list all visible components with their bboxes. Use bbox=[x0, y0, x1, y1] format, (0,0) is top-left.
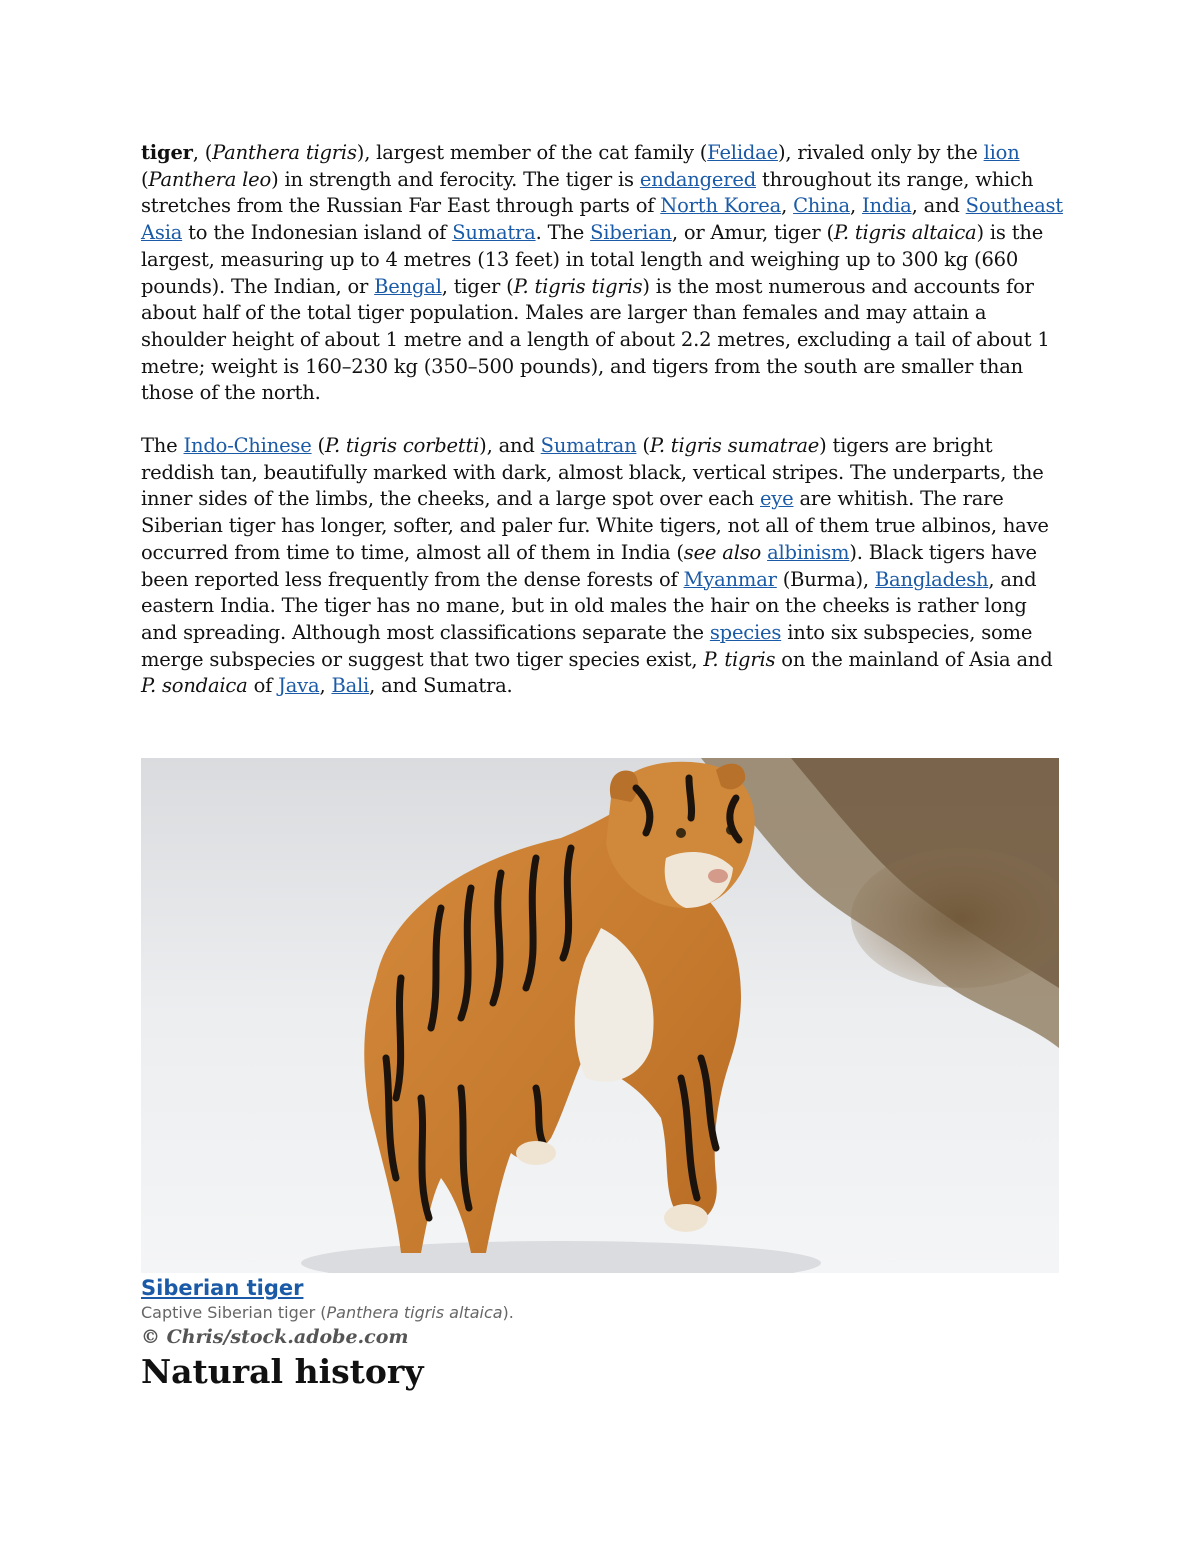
link-indo-chinese[interactable]: Indo-Chinese bbox=[183, 434, 312, 458]
link-bali[interactable]: Bali bbox=[331, 674, 370, 698]
text: ( bbox=[636, 434, 650, 458]
link-myanmar[interactable]: Myanmar bbox=[683, 567, 777, 591]
text: ). Black tigers have been reported less frequently from the dense forests of bbox=[141, 540, 1037, 591]
tiger-illustration bbox=[141, 758, 1059, 1273]
sci-name: Panthera tigris bbox=[212, 141, 357, 164]
text: ( bbox=[141, 167, 149, 191]
text: ). bbox=[502, 1303, 514, 1322]
sci-name: P. tigris sumatrae bbox=[649, 434, 820, 458]
text: into six subspecies, some merge subspecies or suggest that two tiger species exist, bbox=[141, 620, 1033, 671]
tiger-photo[interactable] bbox=[141, 758, 1059, 1273]
text: , or Amur, tiger ( bbox=[671, 221, 834, 245]
paragraph-intro bbox=[141, 140, 1066, 407]
sci-name: P. tigris bbox=[703, 647, 776, 671]
text: , and bbox=[911, 194, 966, 218]
text: , ( bbox=[192, 141, 213, 164]
text: ( bbox=[311, 434, 325, 458]
link-india[interactable]: India bbox=[861, 194, 912, 218]
text: Captive Siberian tiger ( bbox=[141, 1303, 327, 1322]
link-sumatran[interactable]: Sumatran bbox=[540, 434, 637, 458]
sci-name: P. tigris tigris bbox=[513, 274, 643, 298]
link-lion[interactable]: lion bbox=[983, 141, 1020, 164]
link-species[interactable]: species bbox=[709, 620, 782, 644]
link-southeast-asia[interactable]: Southeast Asia bbox=[141, 194, 1063, 245]
link-sumatra[interactable]: Sumatra bbox=[452, 221, 536, 245]
text: (Burma), bbox=[776, 567, 875, 591]
text: ) in strength and ferocity. The tiger is bbox=[271, 167, 640, 191]
link-china[interactable]: China bbox=[793, 194, 850, 218]
text: ) tigers are bright reddish tan, beautifully marked with dark, almost black, vertical stripes. The underparts, the inner sides of the limbs, the cheeks, and a large spot over each bbox=[141, 434, 1044, 511]
text: , bbox=[849, 194, 862, 218]
link-bangladesh[interactable]: Bangladesh bbox=[874, 567, 989, 591]
link-north-korea[interactable]: North Korea bbox=[660, 194, 782, 218]
sci-name: Panthera leo bbox=[148, 167, 272, 191]
see-also: see also bbox=[683, 540, 762, 564]
sci-name: P. tigris corbetti bbox=[324, 434, 480, 458]
text: on the mainland of Asia and bbox=[775, 647, 1053, 671]
link-java[interactable]: Java bbox=[278, 674, 320, 698]
figure-credit: © Chris/stock.adobe.com bbox=[141, 1326, 409, 1348]
link-siberian[interactable]: Siberian bbox=[590, 221, 672, 245]
link-felidae[interactable]: Felidae bbox=[707, 141, 778, 164]
paragraph-appearance bbox=[141, 433, 1066, 700]
article-body bbox=[141, 140, 1066, 700]
link-albinism[interactable]: albinism bbox=[767, 540, 850, 564]
sci-name: Panthera tigris altaica bbox=[326, 1303, 503, 1322]
sci-name: P. tigris altaica bbox=[833, 221, 977, 245]
text: ), rivaled only by the bbox=[777, 141, 984, 164]
figure-title-link[interactable]: Siberian tiger bbox=[141, 1276, 304, 1300]
sci-name: P. sondaica bbox=[141, 674, 248, 698]
text: , and Sumatra. bbox=[369, 674, 513, 698]
link-eye[interactable]: eye bbox=[759, 487, 794, 511]
text: The bbox=[141, 434, 184, 458]
text: are whitish. The rare Siberian tiger has longer, softer, and paler fur. White tigers, not all of them true albinos, have occurred from time to time, almost all of them in India ( bbox=[141, 487, 1049, 564]
text: . The bbox=[535, 221, 591, 245]
text: ) is the largest, measuring up to 4 metres (13 feet) in total length and weighing up to 300 kg (660 pounds). The Indian, or bbox=[141, 221, 1044, 298]
link-endangered[interactable]: endangered bbox=[639, 167, 757, 191]
text: of bbox=[247, 674, 279, 698]
text: , bbox=[781, 194, 794, 218]
text: , and eastern India. The tiger has no mane, but in old males the hair on the cheeks is rather long and spreading. Although most classifications separate the bbox=[141, 567, 1037, 644]
text: , tiger ( bbox=[441, 274, 514, 298]
text: ), largest member of the cat family ( bbox=[356, 141, 708, 164]
text: to the Indonesian island of bbox=[182, 221, 453, 245]
section-heading: Natural history bbox=[141, 1352, 424, 1391]
term-tiger: tiger bbox=[141, 141, 193, 164]
text: ) is the most numerous and accounts for about half of the total tiger population. Males are larger than females and may attain a shoulder height of about 1 metre and a length of about 2.2 metres, excluding a tail of about 1 metre; weight is 160–230 kg (350–500 pounds), and tigers from the south are smaller than those of the north. bbox=[141, 274, 1050, 405]
text: ), and bbox=[479, 434, 541, 458]
figure-description bbox=[141, 1303, 514, 1322]
text: , bbox=[319, 674, 332, 698]
link-bengal[interactable]: Bengal bbox=[374, 274, 442, 298]
text: throughout its range, which stretches from the Russian Far East through parts of bbox=[141, 167, 1034, 218]
